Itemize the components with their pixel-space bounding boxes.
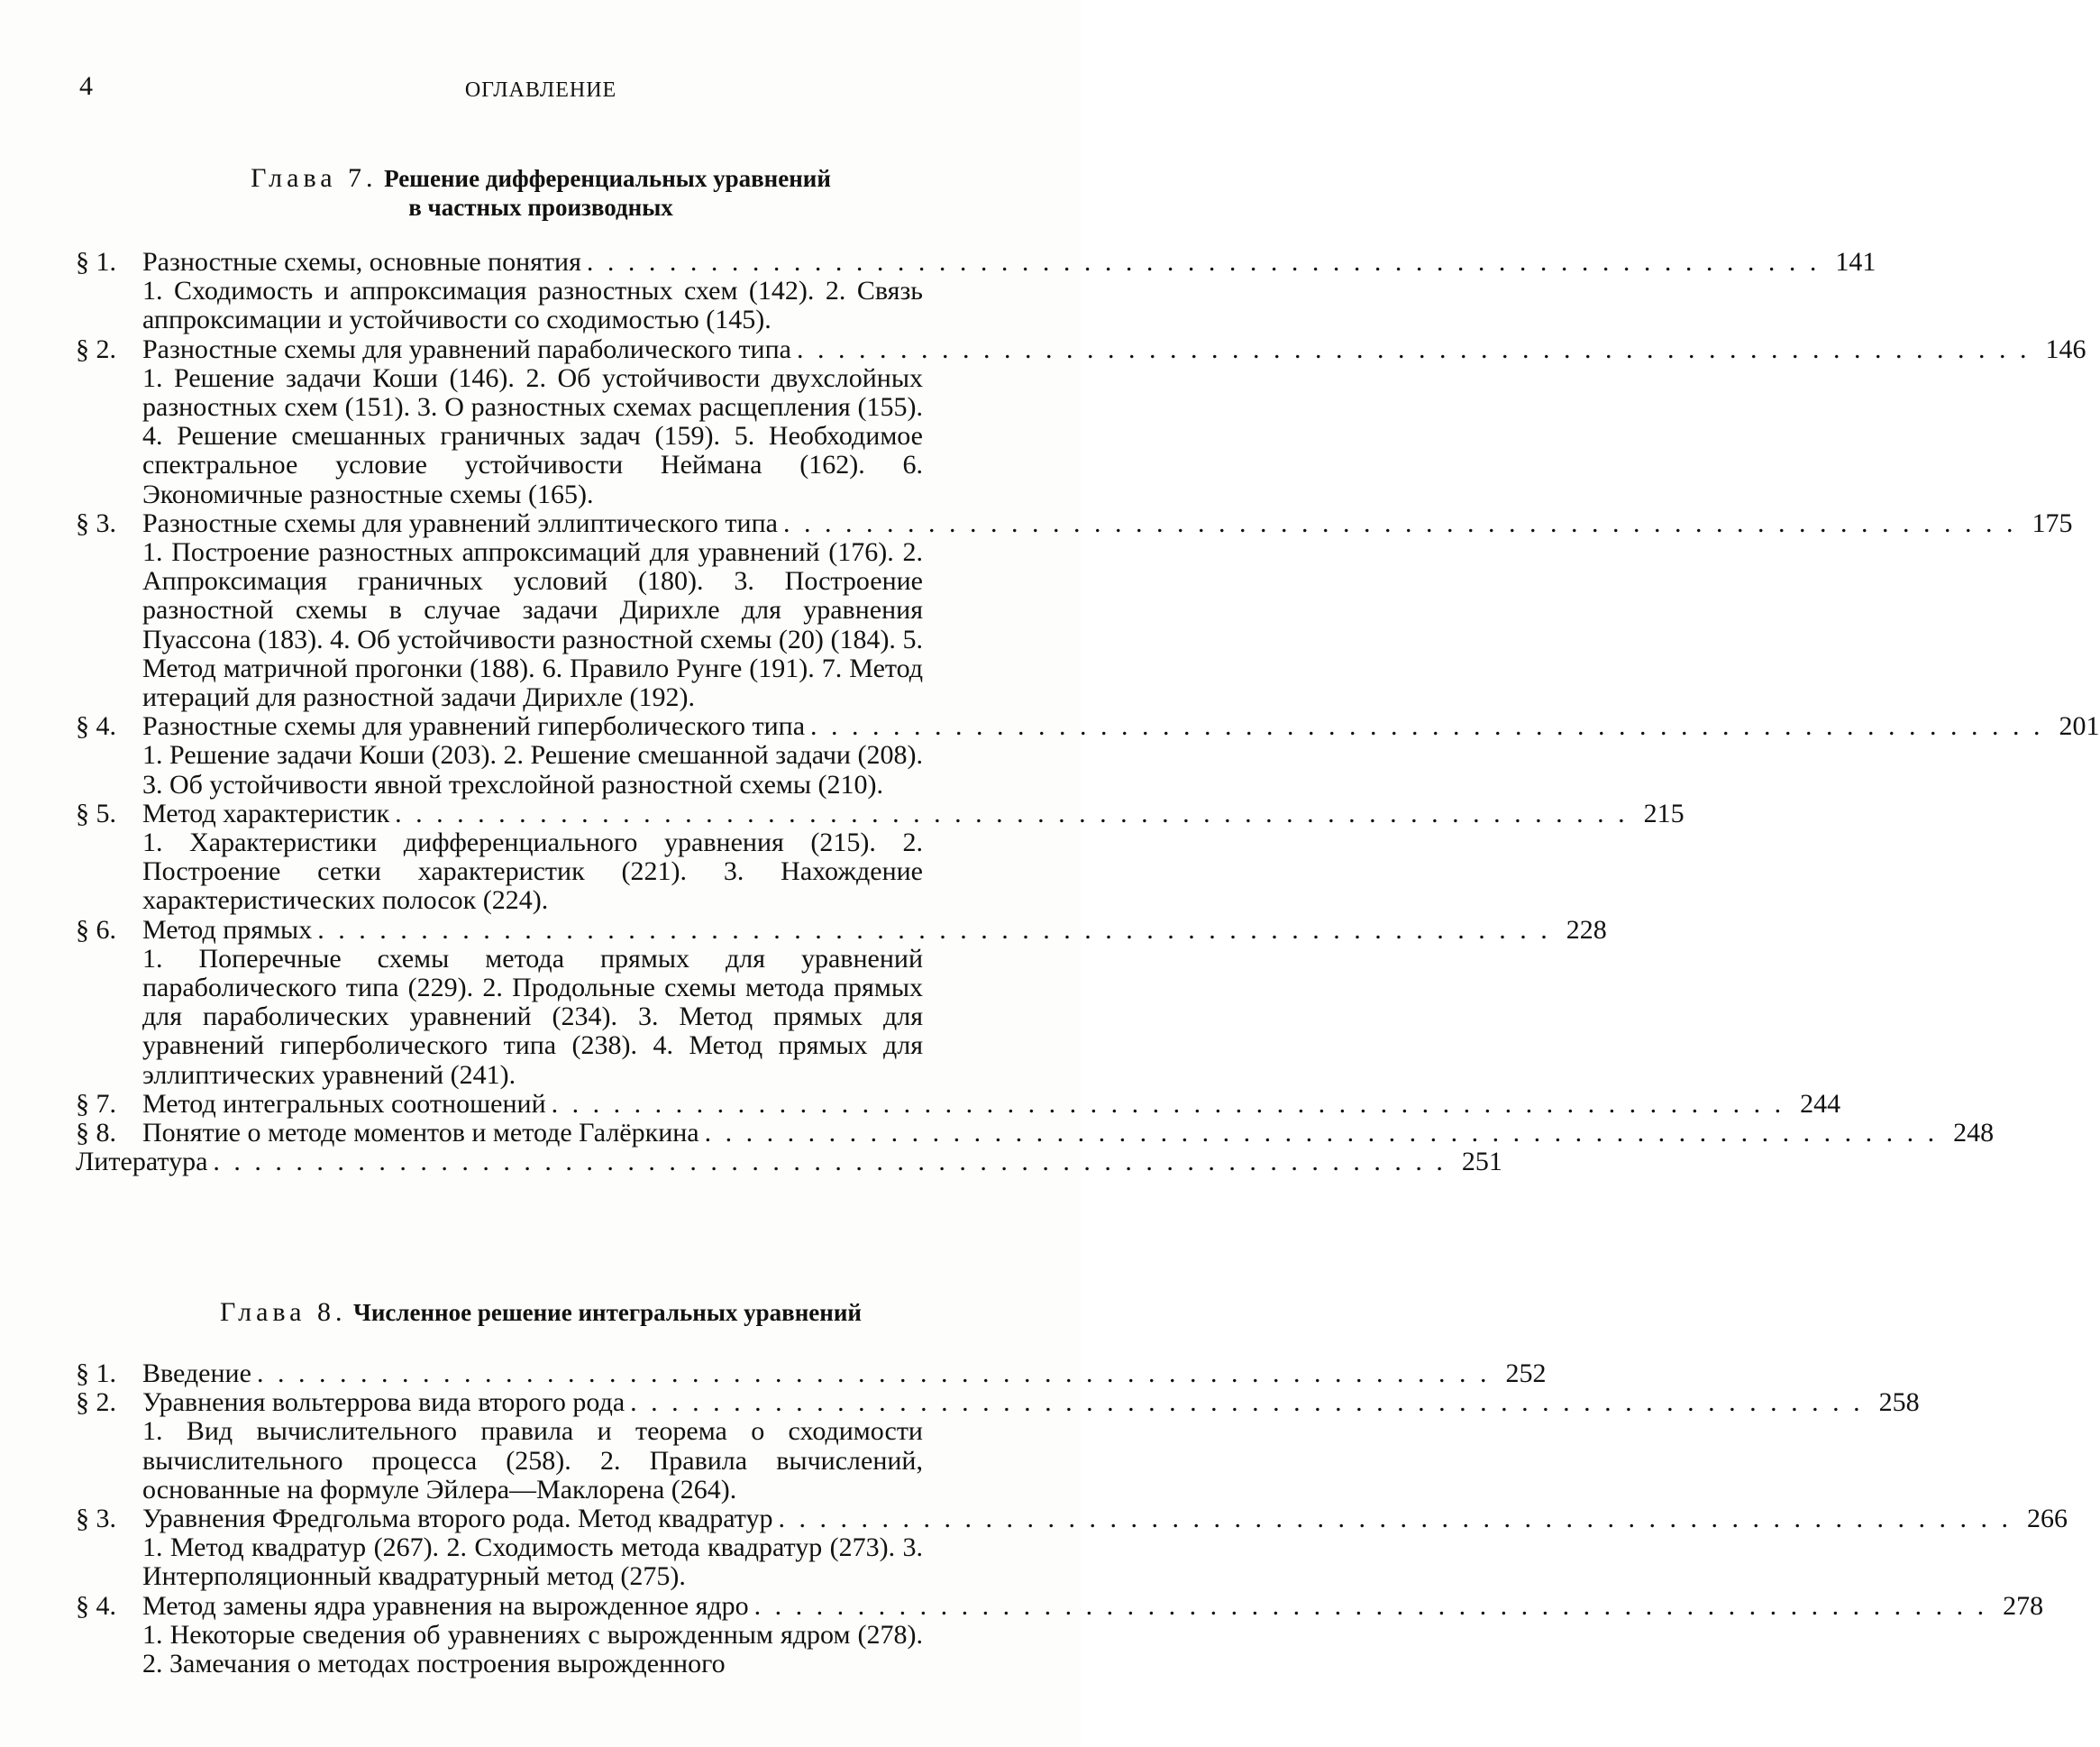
running-title: ОГЛАВЛЕНИЕ <box>464 78 617 102</box>
subsection-list: 1. Метод квадратур (267). 2. Сходимость метода квадратур (273). 3. Интерполяционный квадратурный метод (275). <box>142 1532 923 1592</box>
section-page: 248 <box>1953 1118 1995 1148</box>
section-title: Уравнения вольтеррова вида второго рода <box>142 1387 625 1418</box>
section-page: 141 <box>1835 247 1876 277</box>
chapter-7-contents <box>76 247 2100 1177</box>
toc-entry <box>76 798 1685 916</box>
section-title: Метод интегральных соотношений <box>142 1088 546 1119</box>
section-title: Метод характеристик <box>142 798 390 828</box>
chapter-8-contents <box>76 1358 2068 1679</box>
toc-entry <box>76 247 1876 335</box>
chapter-7-heading <box>0 164 1082 222</box>
toc-entry <box>76 1387 1920 1505</box>
section-title: Введение <box>142 1358 251 1388</box>
section-number: § 1. <box>76 247 116 277</box>
section-title: Уравнения Фредгольма второго рода. Метод квадратур <box>142 1504 773 1534</box>
subsection-list: 1. Вид вычислительного правила и теорема о сходимости вычислительного процесса (258). 2. Правила вычислений, основанные на формуле Эйлера—Маклорена (264). <box>142 1416 923 1505</box>
leader-dots: . . . . . . . . . . . . . . . . . . . . . . . . . . . . . . . . . . . . . . . . . . . . . . . . . . . . . . . . . . . . <box>256 1358 1491 1388</box>
section-number: § 8. <box>76 1118 116 1148</box>
subsection-list: 1. Решение задачи Коши (146). 2. Об устойчивости двухслойных разностных схем (151). 3. О разностных схемах расщепления (155). 4. Решение смешанных граничных задач (159). 5. Необходимое спектральное условие устойчивости Неймана (162). 6. Экономичные разностные схемы (165). <box>142 362 923 509</box>
section-title: Разностные схемы для уравнений гиперболического типа <box>142 711 806 742</box>
section-number: § 6. <box>76 914 116 945</box>
section-page: 258 <box>1878 1387 1920 1418</box>
section-title: Разностные схемы для уравнений параболического типа <box>142 334 791 364</box>
leader-dots: . . . . . . . . . . . . . . . . . . . . . . . . . . . . . . . . . . . . . . . . . . . . . . . . . . . . . . . . . . . . <box>395 798 1629 828</box>
chapter-8-heading <box>0 1298 1082 1327</box>
toc-entry <box>76 1088 1841 1119</box>
section-title: Литература <box>76 1147 208 1177</box>
leader-dots: . . . . . . . . . . . . . . . . . . . . . . . . . . . . . . . . . . . . . . . . . . . . . . . . . . . . . . . . . . . . <box>704 1118 1939 1148</box>
toc-entry <box>76 1147 1502 1177</box>
section-number: § 2. <box>76 1387 116 1418</box>
leader-dots: . . . . . . . . . . . . . . . . . . . . . . . . . . . . . . . . . . . . . . . . . . . . . . . . . . . . . . . . . . . . <box>213 1147 1447 1177</box>
section-page: 228 <box>1566 914 1607 945</box>
subsection-list: 1. Некоторые сведения об уравнениях с вырожденным ядром (278). 2. Замечания о методах построения вырожденного <box>142 1619 923 1679</box>
leader-dots: . . . . . . . . . . . . . . . . . . . . . . . . . . . . . . . . . . . . . . . . . . . . . . . . . . . . . . . . . . . . <box>810 711 2044 742</box>
toc-entry <box>76 914 1607 1090</box>
section-number: § 3. <box>76 508 116 538</box>
section-page: 201 <box>2059 711 2100 742</box>
section-page: 251 <box>1461 1147 1502 1177</box>
section-title: Метод замены ядра уравнения на вырожденное ядро <box>142 1590 749 1621</box>
section-number: § 2. <box>76 334 116 364</box>
leader-dots: . . . . . . . . . . . . . . . . . . . . . . . . . . . . . . . . . . . . . . . . . . . . . . . . . . . . . . . . . . . . <box>551 1088 1785 1119</box>
subsection-list: 1. Построение разностных аппроксимаций для уравнений (176). 2. Аппроксимация граничных условий (180). 3. Построение разностной схемы в случае задачи Дирихле для уравнения Пуассона (183). 4. Об устойчивости разностной схемы (20) (184). 5. Метод матричной прогонки (188). 6. Правило Рунге (191). 7. Метод итераций для разностной задачи Дирихле (192). <box>142 537 923 713</box>
toc-entry <box>76 334 2086 509</box>
section-number: § 7. <box>76 1088 116 1119</box>
section-number: § 3. <box>76 1504 116 1534</box>
chapter-8-label: Глава 8. <box>220 1297 347 1327</box>
section-page: 175 <box>2032 508 2073 538</box>
section-page: 244 <box>1800 1088 1841 1119</box>
leader-dots: . . . . . . . . . . . . . . . . . . . . . . . . . . . . . . . . . . . . . . . . . . . . . . . . . . . . . . . . . . . . <box>796 334 2031 364</box>
section-title: Разностные схемы для уравнений эллиптического типа <box>142 508 778 538</box>
chapter-7-title-line2: в частных производных <box>408 194 673 222</box>
section-page: 252 <box>1505 1358 1547 1388</box>
toc-entry <box>76 1590 2044 1679</box>
section-number: § 4. <box>76 711 116 742</box>
toc-entry <box>76 1504 2068 1592</box>
subsection-list: 1. Поперечные схемы метода прямых для уравнений параболического типа (229). 2. Продольные схемы метода прямых для параболических уравнений (234). 3. Метод прямых для уравнений гиперболического типа (238). 4. Метод прямых для эллиптических уравнений (241). <box>142 943 923 1090</box>
leader-dots: . . . . . . . . . . . . . . . . . . . . . . . . . . . . . . . . . . . . . . . . . . . . . . . . . . . . . . . . . . . . <box>782 508 2017 538</box>
chapter-7-label: Глава 7. <box>251 163 378 193</box>
leader-dots: . . . . . . . . . . . . . . . . . . . . . . . . . . . . . . . . . . . . . . . . . . . . . . . . . . . . . . . . . . . . <box>630 1387 1864 1418</box>
section-number: § 5. <box>76 798 116 828</box>
subsection-list: 1. Решение задачи Коши (203). 2. Решение смешанной задачи (208). 3. Об устойчивости явной трехслойной разностной схемы (210). <box>142 740 923 800</box>
section-title: Понятие о методе моментов и методе Галёркина <box>142 1118 699 1148</box>
section-number: § 4. <box>76 1590 116 1621</box>
leader-dots: . . . . . . . . . . . . . . . . . . . . . . . . . . . . . . . . . . . . . . . . . . . . . . . . . . . . . . . . . . . . <box>586 247 1821 277</box>
chapter-8-title-line1: Численное решение интегральных уравнений <box>353 1299 862 1326</box>
running-header <box>0 72 1082 108</box>
page-number: 4 <box>79 71 93 101</box>
leader-dots: . . . . . . . . . . . . . . . . . . . . . . . . . . . . . . . . . . . . . . . . . . . . . . . . . . . . . . . . . . . . <box>778 1504 2012 1534</box>
toc-entry <box>76 711 2100 800</box>
section-title: Метод прямых <box>142 914 313 945</box>
leader-dots: . . . . . . . . . . . . . . . . . . . . . . . . . . . . . . . . . . . . . . . . . . . . . . . . . . . . . . . . . . . . <box>753 1590 1988 1621</box>
section-title: Разностные схемы, основные понятия <box>142 247 581 277</box>
leader-dots: . . . . . . . . . . . . . . . . . . . . . . . . . . . . . . . . . . . . . . . . . . . . . . . . . . . . . . . . . . . . <box>317 914 1551 945</box>
toc-entry <box>76 508 2073 713</box>
chapter-7-title-line1: Решение дифференциальных уравнений <box>384 165 831 192</box>
section-page: 215 <box>1643 798 1685 828</box>
section-page: 146 <box>2045 334 2086 364</box>
section-page: 278 <box>2003 1590 2044 1621</box>
toc-entry <box>76 1118 1995 1148</box>
subsection-list: 1. Характеристики дифференциального уравнения (215). 2. Построение сетки характеристик (221). 3. Нахождение характеристических полосок (224). <box>142 828 923 916</box>
toc-entry <box>76 1358 1547 1388</box>
section-number: § 1. <box>76 1358 116 1388</box>
section-page: 266 <box>2026 1504 2068 1534</box>
subsection-list: 1. Сходимость и аппроксимация разностных схем (142). 2. Связь аппроксимации и устойчивости со сходимостью (145). <box>142 276 923 335</box>
